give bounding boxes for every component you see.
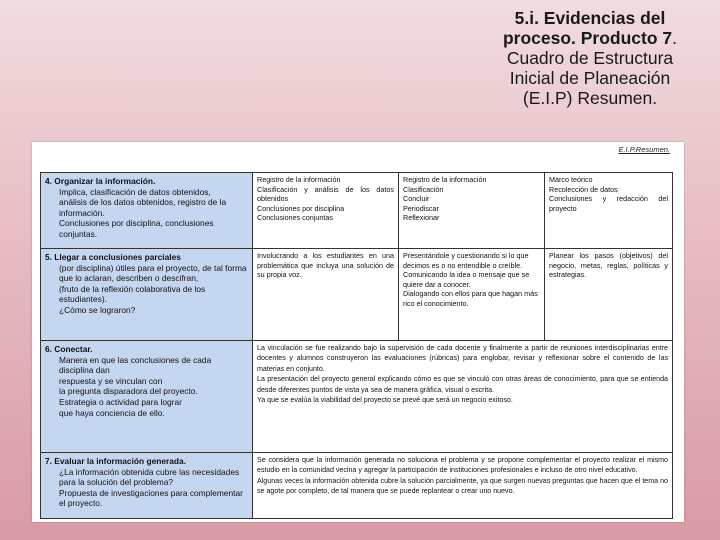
step-line: ¿La información obtenida cubre las necesidades para la solución del problema? bbox=[59, 466, 240, 488]
step-cell bbox=[41, 249, 253, 341]
title-line-1: 5.i. Evidencias del bbox=[514, 8, 666, 28]
eip-table bbox=[40, 172, 673, 519]
step-title: 4. Organizar la información. bbox=[45, 176, 156, 186]
table-cell: Presentándole y cuestionando si lo que decimos es o no entendible o creíble. Comunicando la idea o mensaje que se quiere dar a conocer. Dialogando con ellos para que hagan más rico el conocimiento. bbox=[399, 249, 545, 341]
step-line: Manera en que las conclusiones de cada disciplina dan bbox=[59, 354, 212, 376]
step-cell bbox=[41, 453, 253, 519]
step-title: 6. Conectar. bbox=[45, 344, 93, 354]
step-line: (fruto de la reflexión colaborativa de los estudiantes). bbox=[59, 283, 206, 305]
title-line-2-end: . bbox=[672, 28, 678, 48]
table-cell: Registro de la información Clasificación Concluir Periodiscar Reflexionar bbox=[399, 173, 545, 249]
table-cell: Involucrando a los estudiantes en una problemática que incluya una solución de su propia voz. bbox=[253, 249, 399, 341]
step-line: ¿Cómo se lograron? bbox=[59, 304, 136, 315]
step-line: Estrategia o actividad para lograr bbox=[59, 396, 182, 407]
step-line: la pregunta disparadora del proyecto. bbox=[59, 386, 198, 397]
step-line: Conclusiones por disciplina, conclusiones conjuntas. bbox=[59, 218, 214, 239]
table-row-4 bbox=[41, 173, 673, 249]
title-line-5: (E.I.P) Resumen. bbox=[522, 88, 658, 108]
step-line: análisis de los datos obtenidos, registro de la información. bbox=[59, 197, 227, 218]
title-line-2 bbox=[470, 28, 710, 48]
table-cell: Marco teórico Recolección de datos Conclusiones y redacción del proyecto bbox=[545, 173, 673, 249]
table-cell: Planear los pasos (objetivos) del negocio, metas, reglas, políticas y estrategias. bbox=[545, 249, 673, 341]
table-row-7 bbox=[41, 453, 673, 519]
title-line-4: Inicial de Planeación bbox=[509, 68, 671, 88]
step-cell bbox=[41, 173, 253, 249]
title-line-3: Cuadro de Estructura bbox=[506, 48, 674, 68]
step-title: 7. Evaluar la información generada. bbox=[45, 456, 187, 466]
merged-cell: La vinculación se fue realizando bajo la supervisión de cada docente y finalmente a partir de reuniones interdisciplinarias entre docentes y alumnos construyeron las evaluaciones (rúbricas) para englobar, revisar y reflexionar sobre el contenido de las materias en conjunto. La presentación del proyecto general explicando cómo es que se vinculó con otras áreas de conocimiento, para que se entienda desde diferentes puntos de vista ya sea de manera gráfica, visual o escrita. Ya que se evalúa la viabilidad del proyecto se prevé que será un negocio exitoso. bbox=[253, 341, 673, 453]
step-line: Implica, clasificación de datos obtenidos, bbox=[59, 186, 211, 197]
step-title: 5. Llegar a conclusiones parciales bbox=[45, 252, 181, 262]
step-cell bbox=[41, 341, 253, 453]
table-row-6 bbox=[41, 341, 673, 453]
step-line: respuesta y se vinculan con bbox=[59, 375, 163, 386]
step-line: Propuesta de investigaciones para complementar el proyecto. bbox=[59, 487, 243, 509]
step-line: que haya conciencia de ello. bbox=[59, 407, 165, 418]
document-page bbox=[32, 142, 684, 522]
merged-cell: Se considera que la información generada no soluciona el problema y se propone complementar el proyecto realizar el mismo estudio en la comunidad vecina y agregar la participación de instituciones profesionales e incluso de otro nivel educativo. Algunas veces la información obtenida cubre la solución parcialmente, ya que surgen nuevas preguntas que hacen que el tema no se agote por completo, de tal manera que se puede replantear o crear uno nuevo. bbox=[253, 453, 673, 519]
slide-title bbox=[470, 8, 710, 108]
table-row-5 bbox=[41, 249, 673, 341]
table-cell: Registro de la información Clasificación y análisis de los datos obtenidos Conclusiones por disciplina Conclusiones conjuntas bbox=[253, 173, 399, 249]
step-line: (por disciplina) útiles para el proyecto, de tal forma que lo aclaran, describen o descifran, bbox=[59, 262, 247, 284]
document-header: E.I.P.Resumen. bbox=[618, 145, 670, 154]
title-line-2-bold: proceso. Producto 7 bbox=[502, 28, 673, 48]
